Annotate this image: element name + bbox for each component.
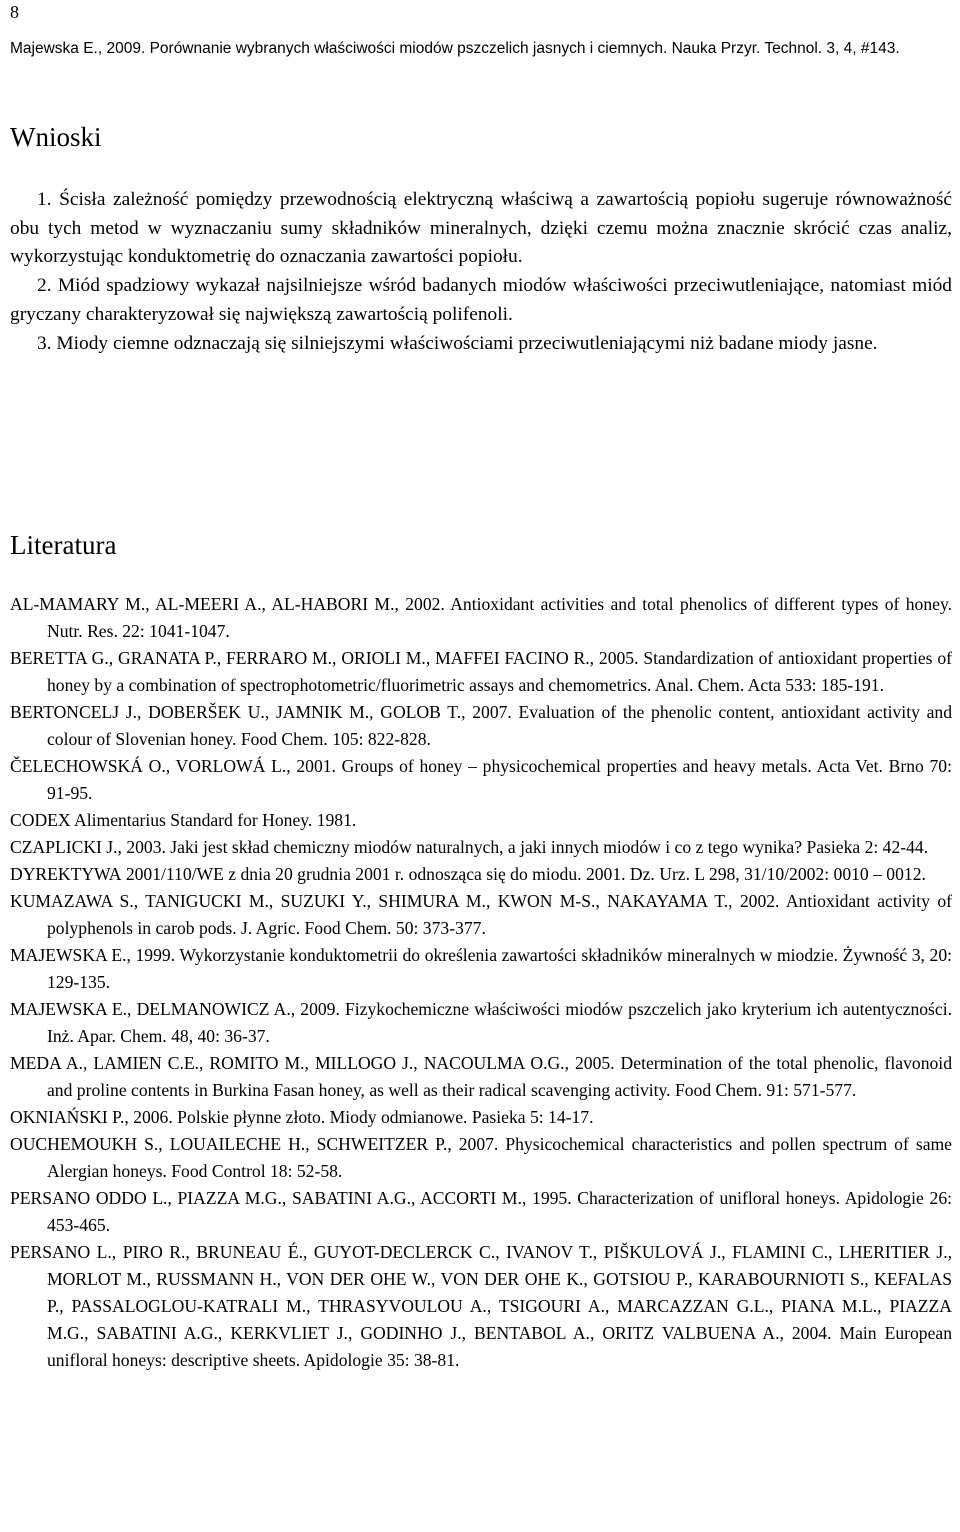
reference-entry [10, 699, 952, 753]
reference-text: Evaluation of the phenolic content, antioxidant activity and colour of Slovenian honey. Food Chem. 105: 822-828. [47, 702, 952, 749]
reference-text: Alimentarius Standard for Honey. 1981. [70, 810, 357, 830]
reference-authors: CZAPLICKI J., 2003. [10, 837, 166, 857]
reference-text: Standardization of antioxidant properties of honey by a combination of spectrophotometric/fluorimetric assays and chemometrics. Anal. Chem. Acta 533: 185-191. [47, 648, 952, 695]
reference-text: Polskie płynne złoto. Miody odmianowe. Pasieka 5: 14-17. [172, 1107, 594, 1127]
reference-entry [10, 753, 952, 807]
reference-authors: PERSANO L., PIRO R., BRUNEAU É., GUYOT-DECLERCK C., IVANOV T., PIŠKULOVÁ J., FLAMINI C., LHERITIER J., MORLOT M., RUSSMANN H., VON DER OHE W., VON DER OHE K., GOTSIOU P., KARABOURNIOTI S., KEFALAS P., PASSALOGLOU-KATRALI M., THRASYVOULOU A., TSIGOURI A., MARCAZZAN G.L., PIANA M.L., PIAZZA M.G., SABATINI A.G., KERKVLIET J., GODINHO J., BENTABOL A., ORITZ VALBUENA A., 2004. [10, 1242, 952, 1343]
conclusion-item: 2. Miód spadziowy wykazał najsilniejsze wśród badanych miodów właściwości przeciwutleniające, natomiast miód gryczany charakteryzował się największą zawartością polifenoli. [10, 275, 952, 325]
reference-entry [10, 1239, 952, 1374]
reference-text: Physicochemical characteristics and pollen spectrum of same Alergian honeys. Food Control 18: 52-58. [47, 1134, 952, 1181]
reference-entry [10, 1050, 952, 1104]
reference-entry [10, 645, 952, 699]
conclusions-list [10, 186, 952, 358]
reference-list [10, 591, 952, 1374]
reference-entry [10, 996, 952, 1050]
section-title-wnioski: Wnioski [10, 122, 102, 152]
reference-text: Groups of honey – physicochemical properties and heavy metals. Acta Vet. Brno 70: 91-95. [47, 756, 952, 803]
reference-authors: ČELECHOWSKÁ O., VORLOWÁ L., 2001. [10, 756, 336, 776]
reference-entry [10, 861, 952, 888]
reference-text: Antioxidant activity of polyphenols in carob pods. J. Agric. Food Chem. 50: 373-377. [47, 891, 952, 938]
reference-authors: DYREKTYWA [10, 864, 122, 884]
reference-authors: MAJEWSKA E., DELMANOWICZ A., 2009. [10, 999, 340, 1019]
reference-entry [10, 942, 952, 996]
reference-entry [10, 834, 952, 861]
page-number: 8 [10, 2, 19, 22]
reference-authors: PERSANO ODDO L., PIAZZA M.G., SABATINI A.G., ACCORTI M., 1995. [10, 1188, 572, 1208]
reference-text: Determination of the total phenolic, flavonoid and proline contents in Burkina Fasan honey, as well as their radical scavenging activity. Food Chem. 91: 571-577. [47, 1053, 952, 1100]
reference-entry [10, 807, 952, 834]
conclusion-item: 1. Ścisła zależność pomiędzy przewodnością elektryczną właściwą a zawartością popiołu sugeruje równoważność obu tych metod w wyznaczaniu sumy składników mineralnych, dzięki czemu można znacznie skrócić czas analiz, wykorzystując konduktometrię do oznaczania zawartości popiołu. [10, 189, 952, 268]
reference-authors: KUMAZAWA S., TANIGUCKI M., SUZUKI Y., SHIMURA M., KWON M-S., NAKAYAMA T., 2002. [10, 891, 780, 911]
reference-text: 2001/110/WE z dnia 20 grudnia 2001 r. odnosząca się do miodu. 2001. Dz. Urz. L 298, 31/10/2002: 0010 – 0012. [121, 864, 926, 884]
reference-text: Antioxidant activities and total phenolics of different types of honey. Nutr. Res. 22: 1041-1047. [47, 594, 952, 641]
conclusion-item: 3. Miody ciemne odznaczają się silniejszymi właściwościami przeciwutleniającymi niż badane miody jasne. [37, 332, 878, 354]
reference-authors: AL-MAMARY M., AL-MEERI A., AL-HABORI M., 2002. [10, 594, 445, 614]
running-header-citation: Majewska E., 2009. Porównanie wybranych właściwości miodów pszczelich jasnych i ciemnych. Nauka Przyr. Technol. 3, 4, #143. [10, 40, 900, 57]
reference-authors: CODEX [10, 810, 71, 830]
reference-authors: OUCHEMOUKH S., LOUAILECHE H., SCHWEITZER P., 2007. [10, 1134, 499, 1154]
reference-authors: BERETTA G., GRANATA P., FERRARO M., ORIOLI M., MAFFEI FACINO R., 2005. [10, 648, 639, 668]
reference-entry [10, 1131, 952, 1185]
reference-entry [10, 888, 952, 942]
reference-entry [10, 1104, 952, 1131]
reference-authors: MEDA A., LAMIEN C.E., ROMITO M., MILLOGO J., NACOULMA O.G., 2005. [10, 1053, 615, 1073]
reference-entry [10, 1185, 952, 1239]
reference-authors: MAJEWSKA E., 1999. [10, 945, 176, 965]
reference-text: Fizykochemiczne właściwości miodów pszczelich jako kryterium ich autentyczności. Inż. Apar. Chem. 48, 40: 36-37. [47, 999, 952, 1046]
reference-text: Jaki jest skład chemiczny miodów naturalnych, a jaki innych miodów i co z tego wynika? Pasieka 2: 42-44. [165, 837, 929, 857]
reference-entry [10, 591, 952, 645]
section-title-literatura: Literatura [10, 530, 117, 560]
reference-authors: BERTONCELJ J., DOBERŠEK U., JAMNIK M., GOLOB T., 2007. [10, 702, 512, 722]
reference-text: Characterization of unifloral honeys. Apidologie 26: 453-465. [47, 1188, 952, 1235]
reference-text: Wykorzystanie konduktometrii do określenia zawartości składników mineralnych w miodzie. Żywność 3, 20: 129-135. [47, 945, 953, 992]
reference-authors: OKNIAŃSKI P., 2006. [10, 1107, 173, 1127]
reference-text: Main European unifloral honeys: descriptive sheets. Apidologie 35: 38-81. [47, 1323, 952, 1370]
